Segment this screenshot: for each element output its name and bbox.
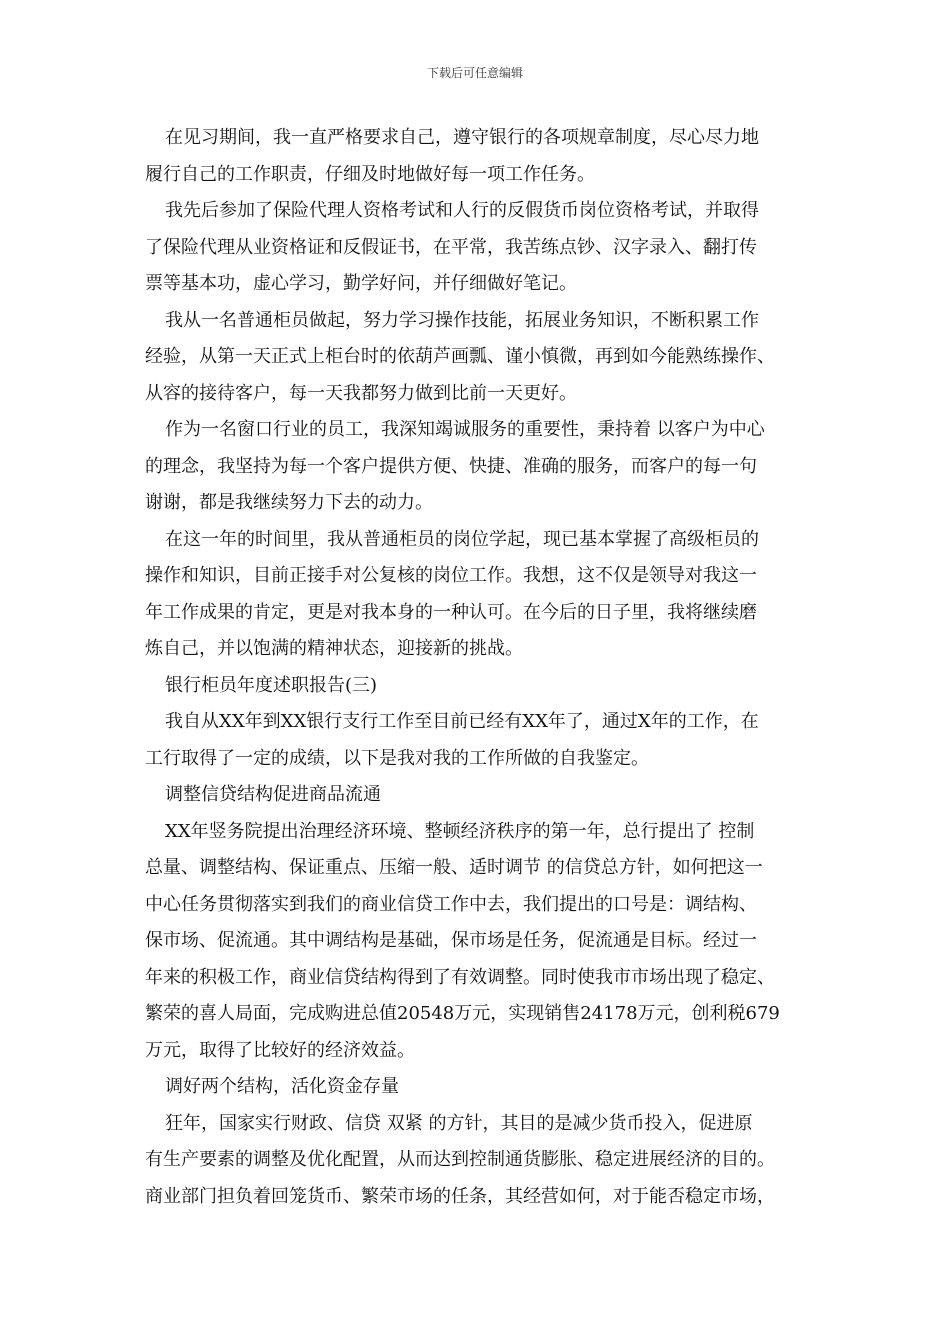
text-line: 银行柜员年度述职报告(三): [165, 674, 378, 696]
text-line: 调整信贷结构促进商品流通: [165, 784, 381, 805]
text-line: 谢谢，都是我继续努力下去的动力。: [145, 492, 433, 513]
text-line: 作为一名窗口行业的员工，我深知竭诚服务的重要性，秉持着 以客户为中心: [165, 419, 765, 440]
text-line: 我自从XX年到XX银行支行工作至目前已经有XX年了，通过X年的工作，在: [165, 711, 759, 732]
section-heading: [145, 668, 810, 705]
text-line: 万元，取得了比较好的经济效益。: [145, 1039, 415, 1061]
text-line: 有生产要素的调整及优化配置，从而达到控制通货膨胀、稳定进展经济的目的。: [145, 1149, 775, 1170]
text-line: 我先后参加了保险代理人资格考试和人行的反假货币岗位资格考试，并取得: [165, 200, 759, 221]
text-line: 在见习期间，我一直严格要求自己，遵守银行的各项规章制度，尽心尽力地: [165, 127, 759, 148]
paragraph: [145, 120, 810, 193]
paragraph: [145, 193, 810, 303]
text-line: 年来的积极工作，商业信贷结构得到了有效调整。同时使我市市场出现了稳定、: [145, 966, 775, 988]
paragraph: [145, 522, 810, 668]
text-line: 中心任务贯彻落实到我们的商业信贷工作中去，我们提出的口号是：调结构、: [145, 893, 757, 915]
paragraph: [145, 814, 810, 1070]
text-line: 经验，从第一天正式上柜台时的依葫芦画瓢、谨小慎微，再到如今能熟练操作、: [145, 346, 775, 367]
text-line: 炼自己，并以饱满的精神状态，迎接新的挑战。: [145, 638, 523, 659]
text-line: 总量、调整结构、保证重点、压缩一般、适时调节 的信贷总方针，如何把这一: [145, 857, 763, 878]
text-line: 在这一年的时间里，我从普通柜员的岗位学起，现已基本掌握了高级柜员的: [165, 528, 759, 550]
paragraph: [145, 1106, 810, 1216]
text-line: XX年竖务院提出治理经济环境、整顿经济秩序的第一年，总行提出了 控制: [165, 820, 755, 842]
text-line: 年工作成果的肯定，更是对我本身的一种认可。在今后的日子里，我将继续磨: [145, 601, 757, 623]
page-header: 下载后可任意编辑: [426, 66, 523, 80]
text-line: 的理念，我坚持为每一个客户提供方便、快捷、准确的服务，而客户的每一句: [145, 455, 757, 477]
text-line: 履行自己的工作职责，仔细及时地做好每一项工作任务。: [145, 163, 595, 185]
text-line: 商业部门担负着回笼货币、繁荣市场的任条，其经营如何，对于能否稳定市场，: [145, 1185, 775, 1207]
text-line: 保市场、促流通。其中调结构是基础，保市场是任务，促流通是目标。经过一: [145, 930, 757, 951]
text-line: 我从一名普通柜员做起，努力学习操作技能，拓展业务知识，不断积累工作: [165, 309, 759, 331]
text-line: 调好两个结构，活化资金存量: [165, 1076, 399, 1097]
paragraph: [145, 303, 810, 413]
text-line: 从容的接待客户，每一天我都努力做到比前一天更好。: [145, 382, 577, 404]
paragraph: [145, 704, 810, 777]
section-heading: [145, 777, 810, 814]
text-line: 票等基本功，虚心学习，勤学好问，并仔细做好笔记。: [145, 273, 577, 294]
paragraph: [145, 412, 810, 522]
section-heading: [145, 1069, 810, 1106]
text-line: 操作和知识，目前正接手对公复核的岗位工作。我想，这不仅是领导对我这一: [145, 565, 757, 586]
text-line: 了保险代理从业资格证和反假证书，在平常，我苦练点钞、汉字录入、翻打传: [145, 236, 757, 258]
text-line: 繁荣的喜人局面，完成购进总值20548万元，实现销售24178万元，创利税679: [145, 1003, 780, 1024]
text-line: 狂年，国家实行财政、信贷 双紧 的方针，其目的是减少货币投入，促进原: [165, 1112, 753, 1134]
document-body: [145, 120, 810, 1215]
text-line: 工行取得了一定的成绩，以下是我对我的工作所做的自我鉴定。: [145, 747, 649, 769]
